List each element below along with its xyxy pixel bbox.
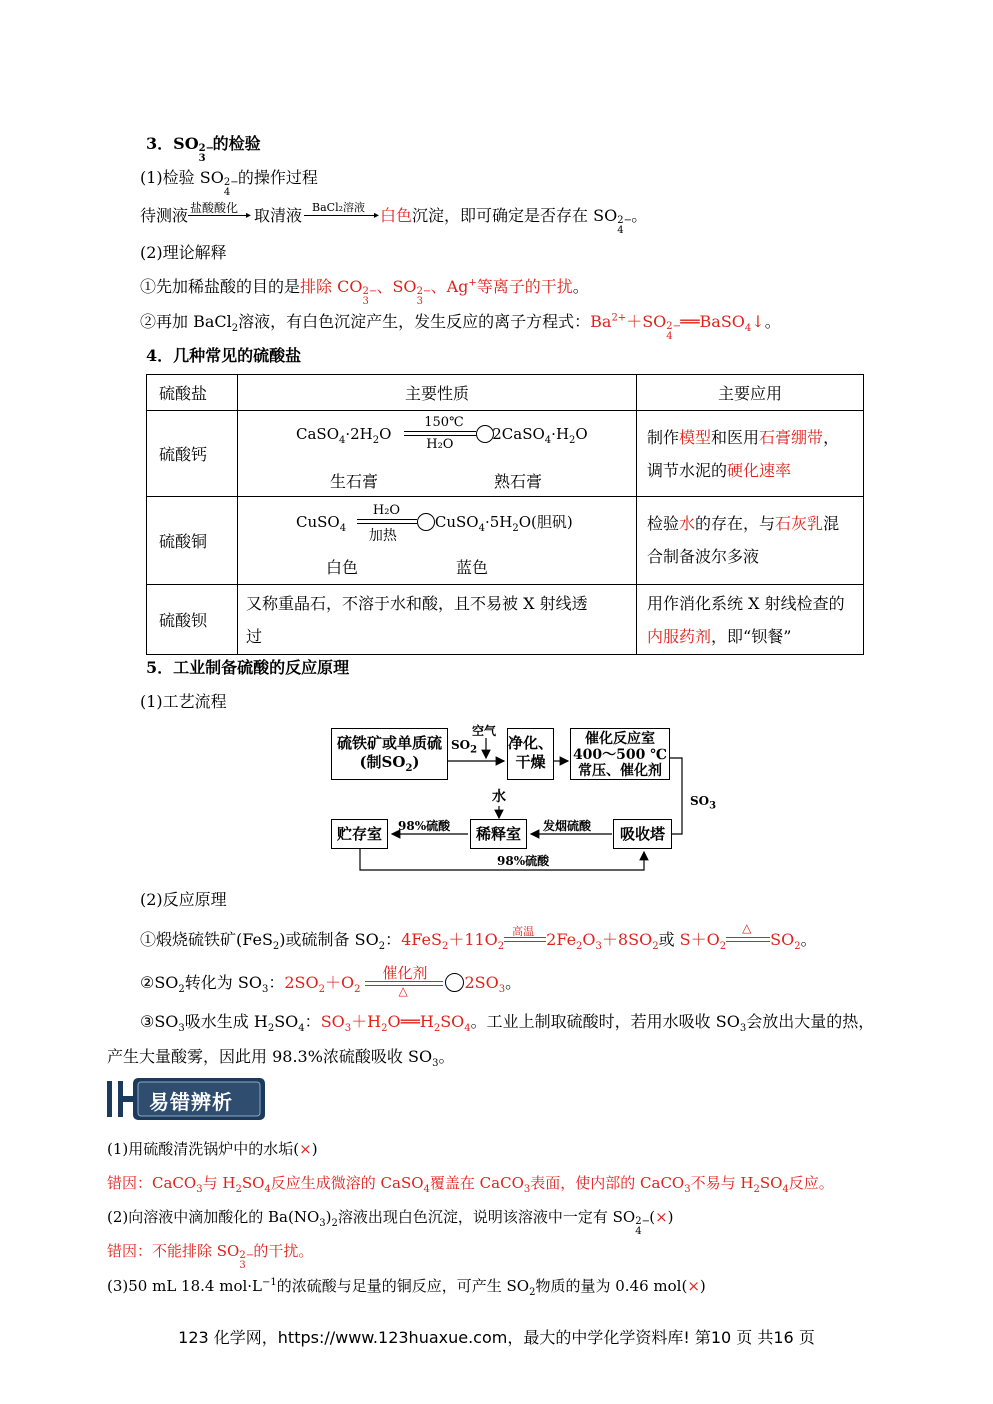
- sec3-flow: 待测液 盐酸酸化 ▸ 取清液 BaCl₂溶液 ▸ 白色沉淀，即可确定是否存在 SO 2− 4 。: [140, 201, 648, 236]
- sec5-p2: (2)反应原理: [140, 890, 227, 909]
- property-cell: [238, 497, 637, 585]
- reaction-1: ①煅烧硫铁矿(FeS$_2$)或硫制备 $SO_2$：$4FeS_2+11O_2$ 高温 $2Fe_2O_3+8SO_2$或 $S+O_2$ △ $SO_2$。: [140, 921, 817, 953]
- section5-heading: 5．工业制备硫酸的反应原理: [146, 658, 350, 677]
- flow-label-fuming-acid: 发烟硫酸: [543, 819, 592, 833]
- reaction-2: $②SO_2$转化为 $SO_3$：$2SO_2+O_2$ 催化剂 △ $2SO_3$。: [140, 964, 522, 998]
- flow-label-water: 水: [492, 789, 506, 805]
- section4-heading: 4．几种常见的硫酸盐: [146, 346, 302, 365]
- flow-box-catalytic-chamber: 催化反应室 400～500 ℃ 常压、催化剂: [570, 728, 670, 780]
- table-row: [147, 411, 864, 497]
- sec3-p1: (1)检验 SO 2− 4 的操作过程: [140, 168, 318, 198]
- flow-box-purify: 净化、 干燥: [507, 728, 554, 780]
- flow-box-storage: 贮存室: [331, 819, 388, 849]
- application-cell: 检验水的存在，与石灰乳混 合制备波尔多液: [637, 497, 864, 585]
- sec5-p1: (1)工艺流程: [140, 692, 227, 711]
- label-white: 白色: [326, 558, 359, 577]
- label-gypsum-raw: 生石膏: [330, 472, 379, 491]
- sec3-p2: (2)理论解释: [140, 243, 227, 262]
- flow-label-acid-98-b: 98%硫酸: [497, 854, 550, 868]
- property-cell: [238, 411, 637, 497]
- sulfate-table: [146, 374, 864, 655]
- sec3-p3: ①先加稀盐酸的目的是排除 CO 2− 3 、SO 2− 3 、Ag+等离子的干扰。: [140, 277, 589, 307]
- caso4-equation: $CaSO_4\cdot 2H_2O$ $\frac{150℃}{\text{H₂O}}$ $2CaSO_4\cdot H_2O$: [296, 415, 588, 452]
- flow-box-raw-material: 硫铁矿或单质硫 (制$SO_2$): [331, 728, 448, 780]
- badge-label: 易错辨析: [149, 1090, 233, 1114]
- error-item-2: (2)向溶液中滴加酸化的 $Ba(NO_3)_2$溶液出现白色沉淀，说明该溶液中一定有 SO 2− 4 (×): [107, 1208, 674, 1237]
- flow-box-dilution: 稀释室: [470, 819, 527, 849]
- salt-name: 硫酸钡: [147, 585, 238, 655]
- cuso4-equation: CuSO$_4$ H₂O 加热 $CuSO_4\cdot 5H_2O$(胆矾): [296, 503, 573, 544]
- table-row: [147, 497, 864, 585]
- table-row: [147, 585, 864, 655]
- page-footer: 123 化学网，https://www.123huaxue.com，最大的中学化学资料库! 第10 页 共16 页: [178, 1328, 815, 1347]
- label-blue: 蓝色: [456, 558, 489, 577]
- salt-name: 硫酸钙: [147, 411, 238, 497]
- flow-label-so3: $SO_3$: [690, 794, 717, 812]
- flow-label-acid-98-a: 98%硫酸: [398, 819, 451, 833]
- table-header: 主要应用: [637, 375, 864, 411]
- application-cell: 用作消化系统 X 射线检查的 内服药剂，即“钡餐”: [637, 585, 864, 655]
- application-cell: 制作模型和医用石膏绷带， 调节水泥的硬化速率: [637, 411, 864, 497]
- error-reason-2: 错因：不能排除 SO 2− 3 的干扰。: [107, 1242, 314, 1271]
- table-header: 主要性质: [238, 375, 637, 411]
- table-header: 硫酸盐: [147, 375, 238, 411]
- property-cell: 又称重晶石，不溶于水和酸，且不易被 X 射线透 过: [238, 585, 637, 655]
- salt-name: 硫酸铜: [147, 497, 238, 585]
- label-gypsum-cooked: 熟石膏: [494, 472, 543, 491]
- flow-label-air: 空气: [472, 724, 497, 738]
- reaction-3-line2: 产生大量酸雾，因此用 98.3%浓硫酸吸收 $SO_3$。: [107, 1047, 455, 1070]
- section3-heading: 3．SO 2− 3 的检验: [146, 134, 261, 164]
- sec3-p4: ②再加 BaCl$_2$溶液，有白色沉淀产生，发生反应的离子方程式：$Ba^{2+}+SO$ 2− 4 ══BaSO$_4$↓。: [140, 312, 781, 342]
- error-item-3: (3)50 mL 18.4 $mol\cdot L^{-1}$的浓硫酸与足量的铜反应，可产生 $SO_2$物质的量为 0.46 mol(×): [107, 1277, 706, 1298]
- error-reason-1: 错因：CaCO$_3$与 $H_2SO_4$反应生成微溶的 CaSO$_4$覆盖在 CaCO$_3$表面，使内部的 CaCO$_3$不易与 $H_2SO_4$反应。: [107, 1174, 834, 1195]
- error-item-1: (1)用硫酸清洗锅炉中的水垢(×): [107, 1140, 318, 1158]
- error-analysis-badge: [107, 1078, 265, 1120]
- flow-label-so2: $SO_2$: [451, 738, 478, 756]
- reaction-3: $③SO_3$吸水生成 $H_2SO_4$：$SO_3+H_2O══H_2SO_4$。工业上制取硫酸时，若用水吸收 $SO_3$会放出大量的热，: [140, 1012, 875, 1035]
- flow-box-absorption-tower: 吸收塔: [613, 819, 672, 849]
